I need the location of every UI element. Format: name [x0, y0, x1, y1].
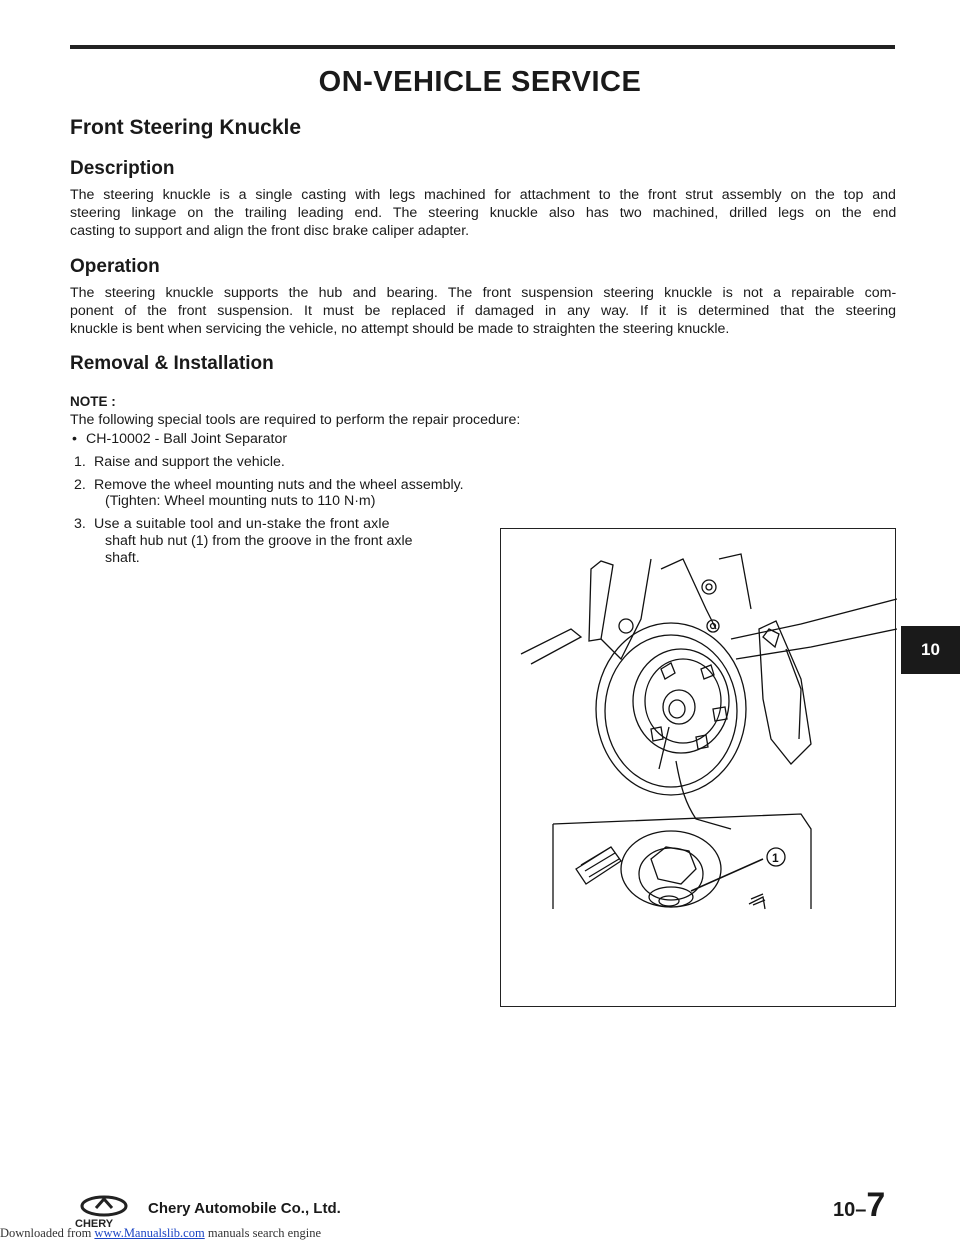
step-text: Remove the wheel mounting nuts and the wheel assembly.	[94, 477, 464, 493]
top-rule	[70, 45, 895, 49]
removal-heading: Removal & Installation	[70, 353, 274, 374]
note-label: NOTE :	[70, 394, 116, 409]
page-number: 7	[866, 1186, 886, 1224]
paragraph-line: ponent of the front suspension. It must be replaced if damaged in any way. If it is determined that the steering	[70, 303, 897, 319]
callout-label: 1	[772, 851, 779, 865]
step-text: (Tighten: Wheel mounting nuts to 110 N·m)	[105, 493, 376, 509]
section-title: Front Steering Knuckle	[70, 116, 302, 139]
step-text: Raise and support the vehicle.	[94, 454, 285, 470]
tool-item: CH-10002 - Ball Joint Separator	[86, 431, 288, 447]
paragraph-line: steering linkage on the trailing leading end. The steering knuckle also has two machined, drilled legs on the end	[70, 205, 897, 221]
banner-suffix: manuals search engine	[204, 1226, 321, 1240]
step-number: 3.	[74, 516, 86, 532]
description-heading: Description	[70, 158, 175, 179]
chapter-prefix: 10–	[833, 1199, 867, 1221]
paragraph-line: The steering knuckle supports the hub and bearing. The front suspension steering knuckle is not a repairable com-	[70, 285, 897, 301]
chapter-tab: 10	[901, 626, 960, 674]
note-text: The following special tools are required to perform the repair procedure:	[70, 412, 521, 428]
step-number: 1.	[74, 454, 86, 470]
step-text: Use a suitable tool and un-stake the front axle	[94, 516, 390, 532]
operation-heading: Operation	[70, 256, 160, 277]
footer-company: Chery Automobile Co., Ltd.	[148, 1200, 341, 1217]
logo-wordmark: CHERY	[75, 1218, 114, 1230]
download-banner	[0, 1226, 321, 1241]
page-title: ON-VEHICLE SERVICE	[318, 66, 642, 98]
step-text: shaft.	[105, 550, 140, 566]
paragraph-line: knuckle is bent when servicing the vehicle, no attempt should be made to straighten the steering knuckle.	[70, 321, 730, 337]
step-text: shaft hub nut (1) from the groove in the front axle	[105, 533, 413, 549]
chery-logo	[72, 1194, 136, 1230]
paragraph-line: The steering knuckle is a single casting with legs machined for attachment to the front strut assembly on the top and	[70, 187, 896, 203]
banner-prefix: Downloaded from	[0, 1226, 95, 1240]
bullet-marker: •	[72, 431, 77, 447]
step-number: 2.	[74, 477, 86, 493]
knuckle-illustration	[500, 528, 896, 1007]
paragraph-line: casting to support and align the front disc brake caliper adapter.	[70, 223, 470, 239]
manualslib-link[interactable]: www.Manualslib.com	[94, 1226, 205, 1240]
footer-page-number	[833, 1186, 885, 1225]
